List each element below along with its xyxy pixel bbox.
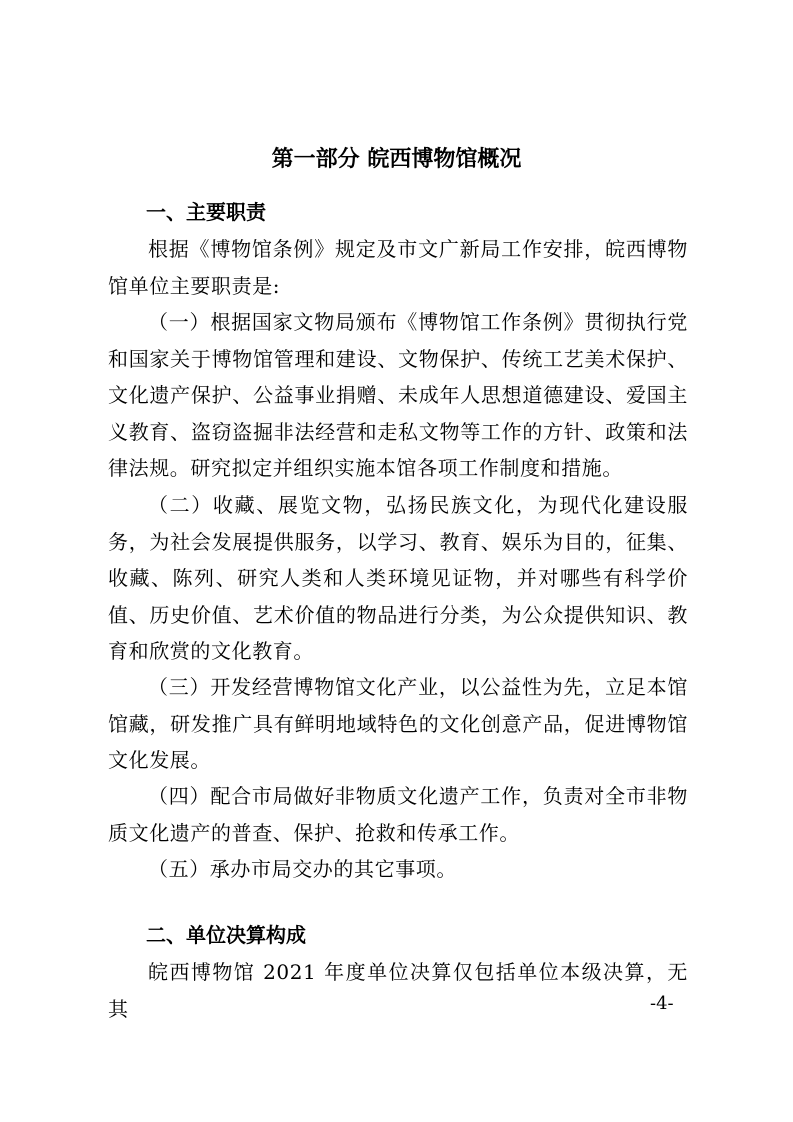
duty-item-1: （一）根据国家文物局颁布《博物馆工作条例》贯彻执行党和国家关于博物馆管理和建设、文物保护、传统工艺美术保护、文化遗产保护、公益事业捐赠、未成年人思想道德建设、爱国主义教育、盗窃盗掘非法经营和走私文物等工作的方针、政策和法律法规。研究拟定并组织实施本馆各项工作制度和措施。	[108, 310, 688, 481]
duty-item-4: （四）配合市局做好非物质文化遗产工作，负责对全市非物质文化遗产的普查、保护、抢救和传承工作。	[108, 784, 688, 845]
budget-composition-paragraph: 皖西博物馆 2021 年度单位决算仅包括单位本级决算，无其	[108, 960, 688, 1021]
page-number: -4-	[650, 993, 674, 1014]
duty-item-3: （三）开发经营博物馆文化产业，以公益性为先，立足本馆馆藏，研发推广具有鲜明地域特色的文化创意产品，促进博物馆文化发展。	[108, 675, 688, 773]
page-title: 第一部分 皖西博物馆概况	[271, 147, 522, 172]
duty-item-5: （五）承办市局交办的其它事项。	[148, 857, 457, 881]
section-heading-main-duties: 一、主要职责	[146, 200, 266, 224]
duty-item-2: （二）收藏、展览文物，弘扬民族文化，为现代化建设服务，为社会发展提供服务，以学习、教育、娱乐为目的，征集、收藏、陈列、研究人类和人类环境见证物，并对哪些有科学价值、历史价值、艺术价值的物品进行分类，为公众提供知识、教育和欣赏的文化教育。	[108, 493, 688, 664]
section-heading-budget-composition: 二、单位决算构成	[146, 923, 306, 947]
duties-intro-paragraph: 根据《博物馆条例》规定及市文广新局工作安排，皖西博物馆单位主要职责是:	[108, 237, 688, 298]
